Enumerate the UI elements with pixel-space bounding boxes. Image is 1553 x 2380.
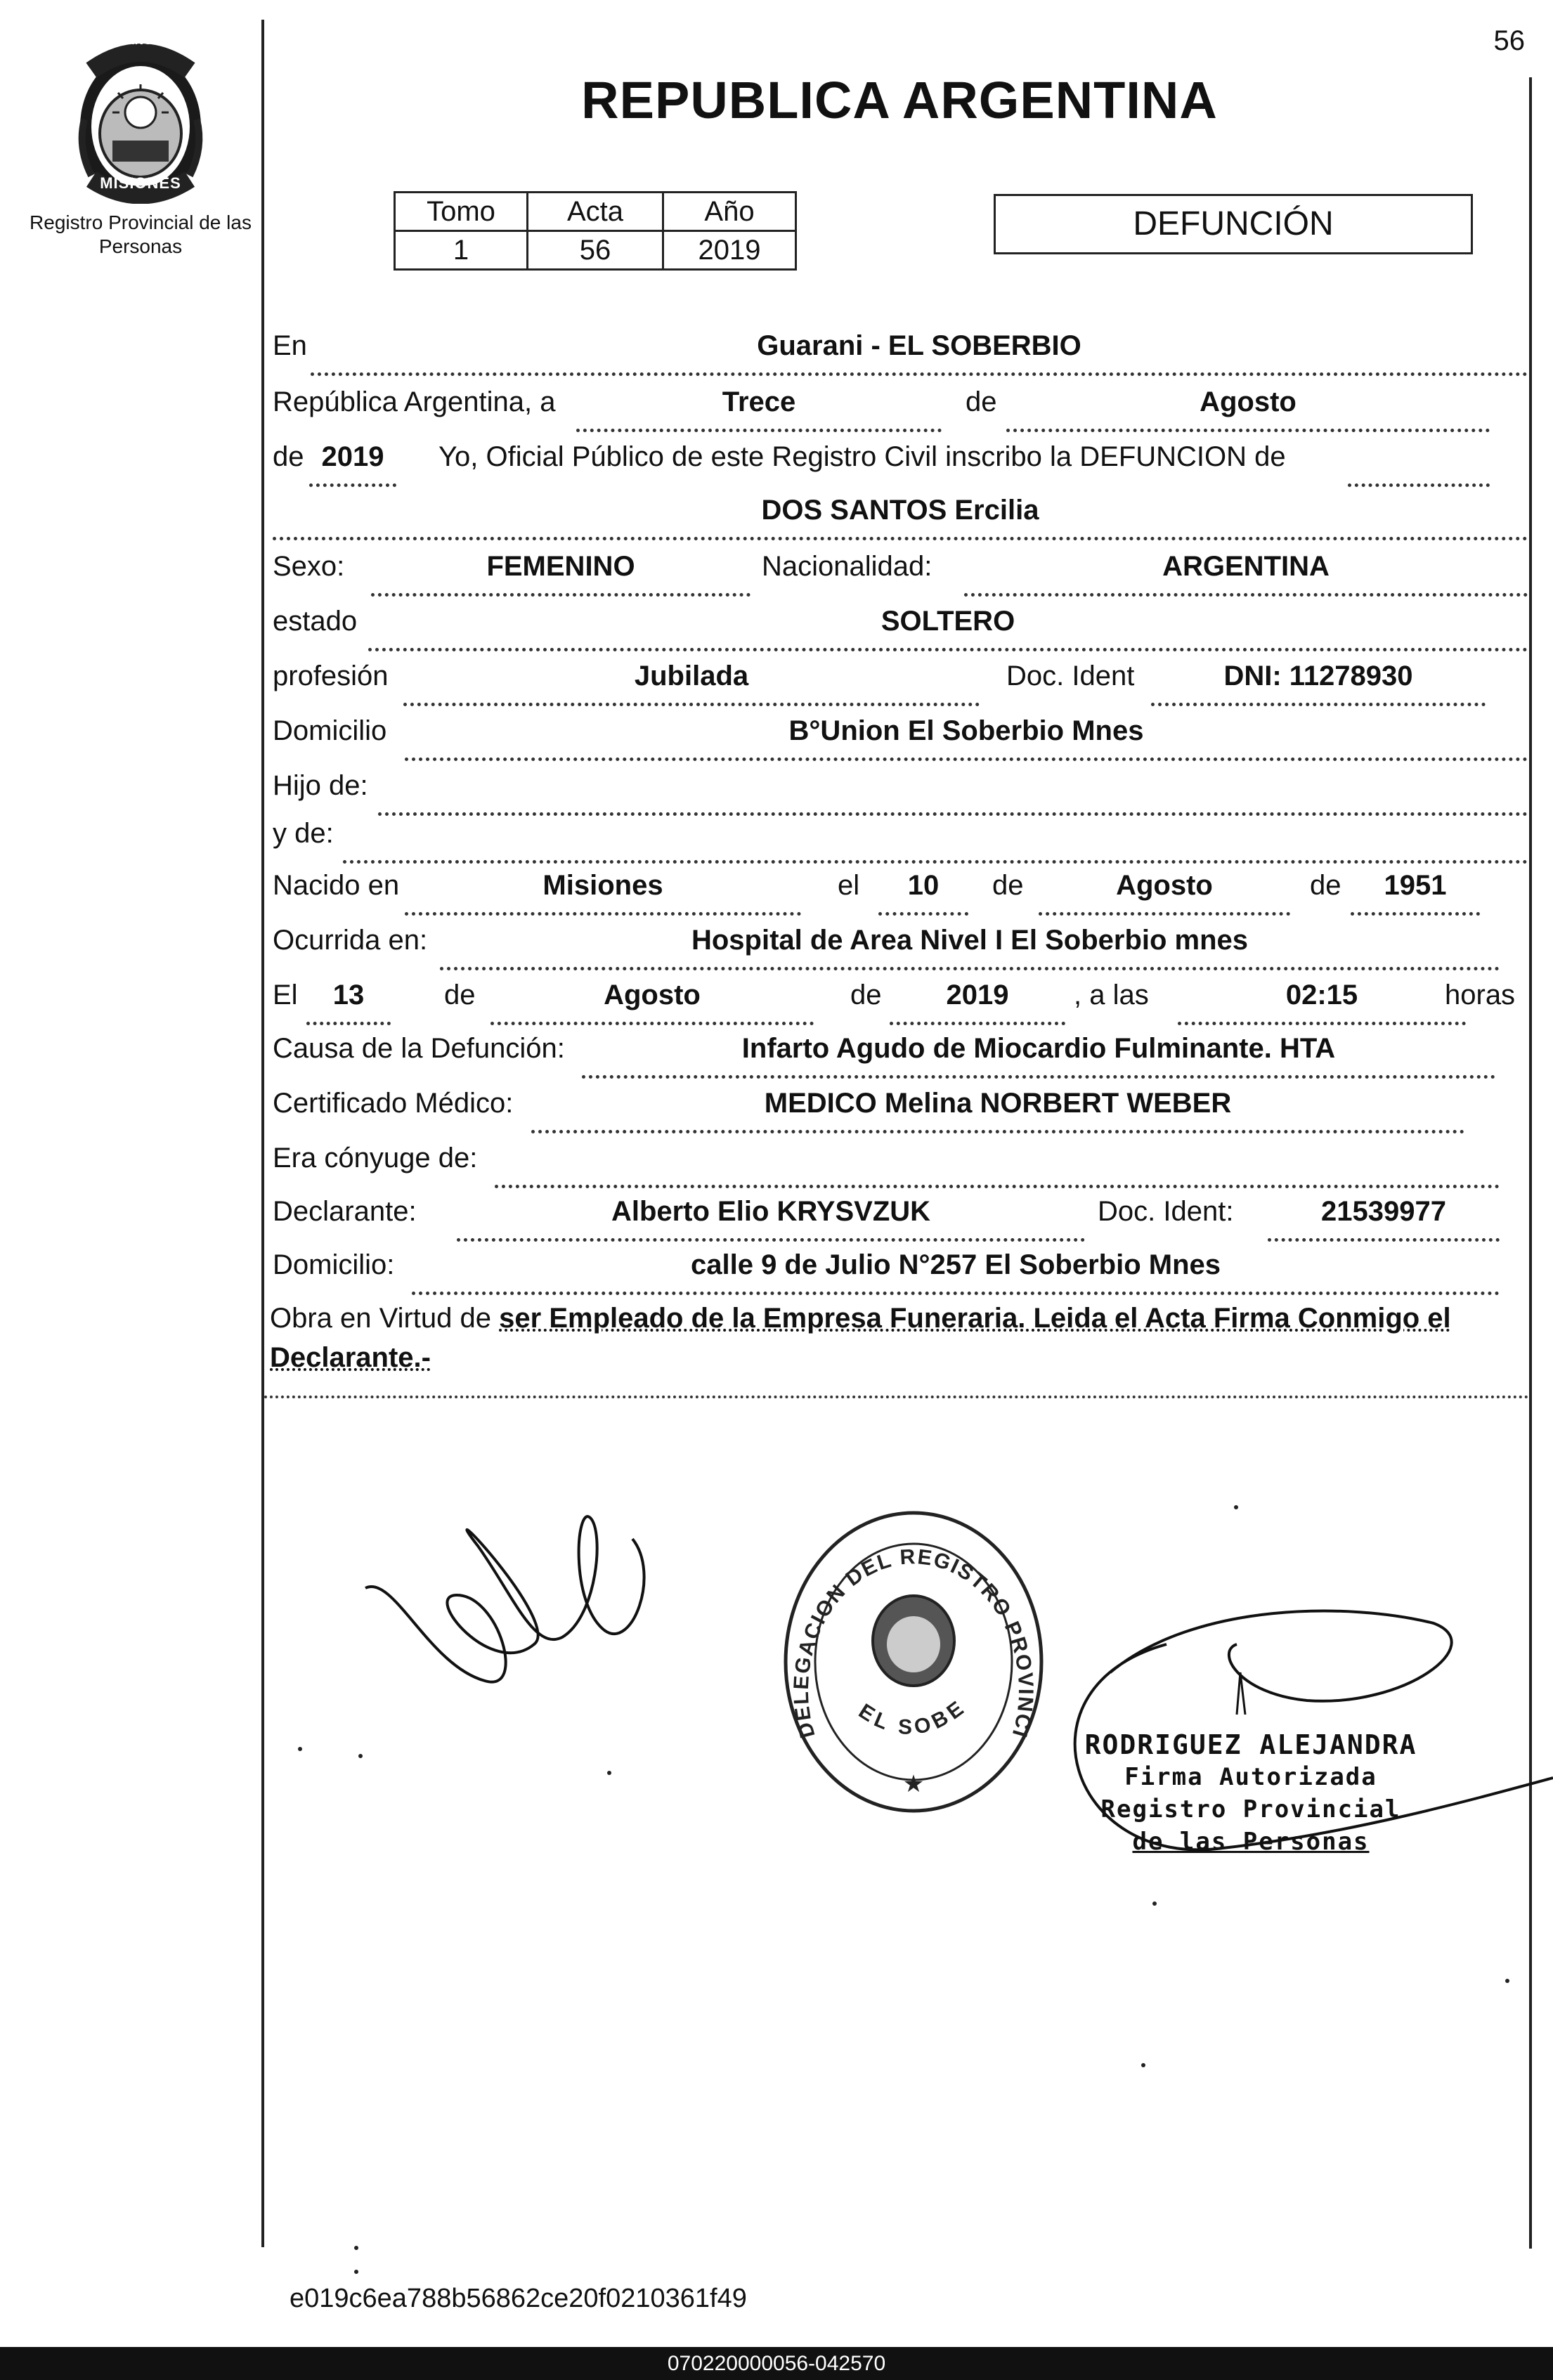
certificate-label: Certificado Médico: [273, 1088, 514, 1119]
row-place [273, 330, 1531, 379]
closing-rule [264, 1396, 1529, 1398]
spouse-label: Era cónyuge de: [273, 1143, 478, 1173]
child-of-label: Hijo de: [273, 770, 368, 801]
when-day: 13 [306, 980, 391, 1025]
row-date [273, 386, 1531, 436]
when-de2: de [850, 980, 882, 1010]
domicile-label: Domicilio [273, 715, 387, 746]
spouse-value [495, 1143, 1500, 1188]
row-deceased [273, 495, 1531, 544]
scan-speck [298, 1747, 302, 1751]
when-de1: de [444, 980, 476, 1010]
date-day: Trece [576, 386, 942, 432]
statement-blank [1348, 441, 1490, 487]
deceased-name: DOS SANTOS Ercilia [273, 495, 1528, 540]
declarant-label: Declarante: [273, 1196, 417, 1227]
page-number: 56 [1493, 25, 1525, 56]
row-and-of [273, 818, 1531, 867]
doc-ident-label: Doc. Ident [1006, 661, 1135, 691]
nationality-value: ARGENTINA [964, 551, 1528, 597]
emblem-bottom-text: MISIONES [100, 174, 181, 192]
row-year [273, 441, 1531, 490]
ref-value-tomo: 1 [395, 231, 528, 270]
by-virtue-value: ser Empleado de la Empresa Funeraria. Leida el Acta Firma Conmigo el Declarante.- [270, 1303, 1451, 1373]
scan-speck [354, 2246, 358, 2250]
row-civil-status [273, 606, 1531, 655]
official-line1: Firma Autorizada [1124, 1763, 1377, 1791]
born-de2: de [1310, 870, 1341, 901]
row-cause [273, 1033, 1531, 1082]
civil-status-label: estado [273, 606, 358, 637]
official-line2: Registro Provincial [1100, 1795, 1401, 1823]
cause-value: Infarto Agudo de Miocardio Fulminante. HTA [582, 1033, 1495, 1079]
declarant-domicile-value: calle 9 de Julio N°257 El Soberbio Mnes [412, 1249, 1500, 1295]
row-declarant [273, 1196, 1531, 1245]
occurred-value: Hospital de Area Nivel I El Soberbio mnes [440, 925, 1500, 970]
row-when [273, 980, 1531, 1029]
date-month: Agosto [1006, 386, 1490, 432]
when-at: , a las [1074, 980, 1149, 1010]
domicile-value: B°Union El Soberbio Mnes [405, 715, 1528, 761]
when-month: Agosto [490, 980, 814, 1025]
row-sex-nationality [273, 551, 1531, 600]
born-day: 10 [878, 870, 968, 916]
svg-text:★: ★ [902, 1770, 925, 1798]
place-label: En [273, 330, 307, 361]
declarant-value: Alberto Elio KRYSVZUK [457, 1196, 1085, 1242]
official-name: RODRIGUEZ ALEJANDRA [1084, 1729, 1417, 1760]
ref-header-tomo: Tomo [395, 193, 528, 231]
born-de1: de [992, 870, 1024, 901]
scan-speck [1505, 1979, 1509, 1983]
row-occurred [273, 925, 1531, 974]
when-hours: horas [1445, 980, 1516, 1010]
seal-outer-text: DELEGACION DEL REGISTRO PROVINCI [789, 1545, 1038, 1741]
issuer-name: Registro Provincial de las Personas [30, 212, 252, 257]
row-born [273, 870, 1531, 919]
scan-speck [1141, 2063, 1145, 2067]
when-time: 02:15 [1178, 980, 1466, 1025]
footer-code: 070220000056-042570 [667, 2352, 886, 2375]
by-virtue-paragraph [270, 1299, 1528, 1377]
ref-header-ano: Año [663, 193, 796, 231]
profession-value: Jubilada [403, 661, 980, 706]
occurred-label: Ocurrida en: [273, 925, 428, 956]
row-spouse [273, 1143, 1531, 1192]
scan-speck [358, 1754, 363, 1758]
declarant-doc-label: Doc. Ident: [1098, 1196, 1234, 1227]
born-el: el [838, 870, 860, 901]
born-label: Nacido en [273, 870, 400, 901]
and-of-value [343, 818, 1528, 864]
date-prefix: República Argentina, a [273, 386, 556, 417]
year-de: de [273, 441, 304, 472]
seal-inner-text: EL SOBE [854, 1694, 972, 1740]
year-value: 2019 [309, 441, 396, 487]
declarant-domicile-label: Domicilio: [273, 1249, 395, 1280]
official-stamp [1040, 1729, 1462, 1858]
place-value: Guarani - EL SOBERBIO [311, 330, 1528, 376]
scan-speck [1234, 1505, 1238, 1509]
nationality-label: Nacionalidad: [762, 551, 933, 582]
when-el: El [273, 980, 298, 1010]
row-child-of [273, 770, 1531, 819]
row-domicile [273, 715, 1531, 765]
row-declarant-domicile [273, 1249, 1531, 1299]
born-place: Misiones [405, 870, 801, 916]
page-title: REPUBLICA ARGENTINA [581, 71, 1218, 129]
registration-statement: Yo, Oficial Público de este Registro Civil inscribo la DEFUNCION de [438, 441, 1286, 472]
born-month: Agosto [1039, 870, 1290, 916]
official-line3: de las Personas [1132, 1828, 1370, 1856]
civil-status-value: SOLTERO [368, 606, 1528, 651]
scan-speck [354, 2270, 358, 2274]
and-of-label: y de: [273, 818, 334, 849]
date-de: de [966, 386, 997, 417]
profession-label: profesión [273, 661, 389, 691]
doc-ident-value: DNI: 11278930 [1151, 661, 1486, 706]
record-type-box: DEFUNCIÓN [994, 194, 1473, 254]
reference-table [394, 191, 797, 271]
declarant-signature [351, 1490, 661, 1701]
cause-label: Causa de la Defunción: [273, 1033, 565, 1064]
born-year: 1951 [1351, 870, 1480, 916]
by-virtue-label: Obra en Virtud de [270, 1303, 492, 1334]
ref-header-acta: Acta [528, 193, 663, 231]
ref-value-ano: 2019 [663, 231, 796, 270]
row-profession [273, 661, 1531, 710]
ref-value-acta: 56 [528, 231, 663, 270]
declarant-doc-value: 21539977 [1268, 1196, 1500, 1242]
footer-bar [0, 2347, 1553, 2380]
emblem-top-text: PROVINCIA DE [97, 34, 184, 47]
row-certificate [273, 1088, 1531, 1137]
document-hash: e019c6ea788b56862ce20f0210361f49 [290, 2284, 747, 2313]
scan-speck [1152, 1901, 1157, 1906]
scan-speck [607, 1771, 611, 1775]
sex-value: FEMENINO [371, 551, 750, 597]
left-margin-line [261, 20, 264, 2247]
sex-label: Sexo: [273, 551, 345, 582]
child-of-value [378, 770, 1528, 816]
when-year: 2019 [890, 980, 1065, 1025]
certificate-value: MEDICO Melina NORBERT WEBER [531, 1088, 1464, 1133]
